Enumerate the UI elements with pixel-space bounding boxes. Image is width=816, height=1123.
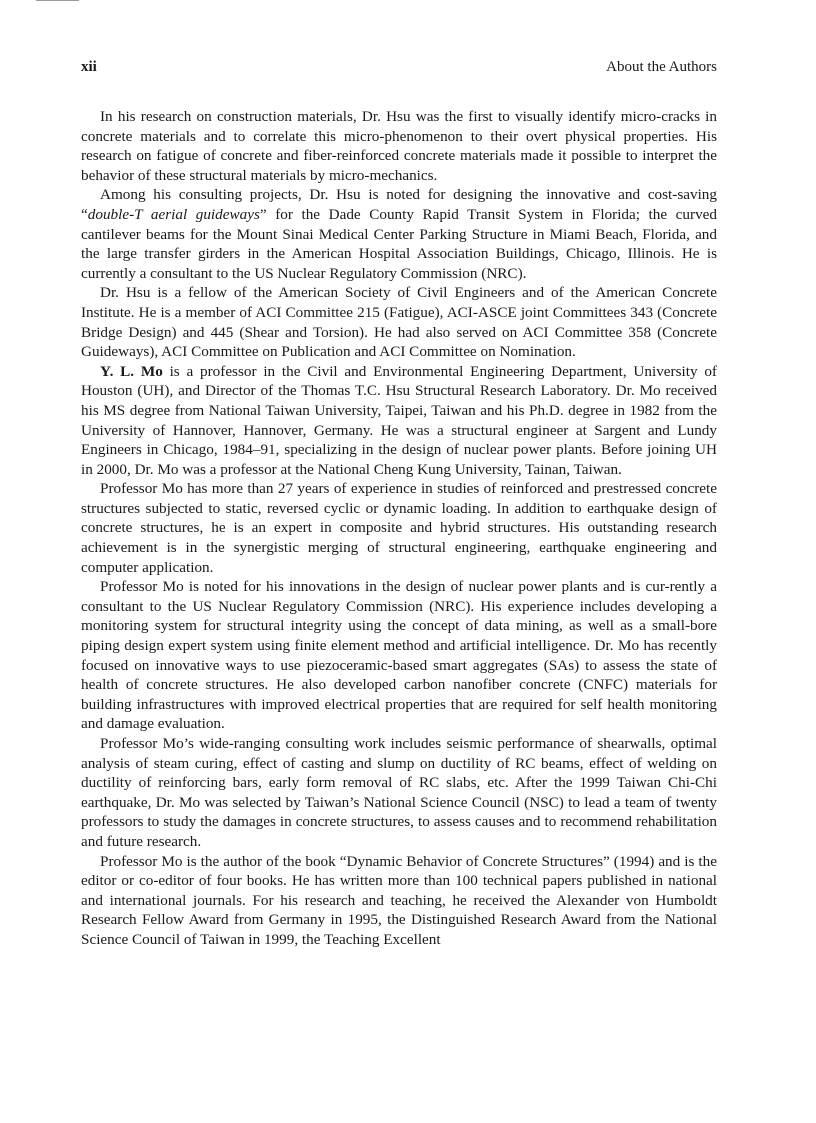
paragraph-hsu-memberships	[81, 283, 717, 361]
paragraph-text: Professor Mo has more than 27 years of experience in studies of reinforced and prestressed concrete structures subjected to static, reversed cyclic or dynamic loading. In addition to earthquake design of concrete structures, he is an expert in composite and hybrid structures. His outstanding research achievement is in the synergistic merging of structural engineering, earthquake engineering and computer application.	[81, 480, 717, 576]
paragraph-hsu-materials-research	[81, 107, 717, 185]
author-name: Y. L. Mo	[100, 362, 163, 380]
crop-mark	[36, 0, 79, 1]
paragraph-text: ” for the Dade County Rapid Transit System in Florida; the curved cantilever beams for the Mount Sinai Medical Center Parking Structure in Miami Beach, Florida, and the large transfer girders in the American Hospital Association Buildings, Chicago, Illinois. He is currently a consultant to the US Nuclear Regulatory Commission (NRC).	[81, 205, 717, 282]
paragraph-text: Dr. Hsu is a fellow of the American Society of Civil Engineers and of the American Concrete Institute. He is a member of ACI Committee 215 (Fatigue), ACI-ASCE joint Committees 343 (Concrete Bridge Design) and 445 (Shear and Torsion). He had also served on ACI Committee 358 (Concrete Guideways), ACI Committee on Publication and ACI Committee on Nomination.	[81, 284, 717, 361]
paragraph-hsu-consulting	[81, 185, 717, 283]
running-title: About the Authors	[606, 59, 717, 75]
paragraph-text: In his research on construction materials, Dr. Hsu was the first to visually identify micro-cracks in concrete materials and to correlate this micro-phenomenon to their overt physical properties. His research on fatigue of concrete and fiber-reinforced concrete materials made it possible to interpret the behavior of these structural materials by micro-mechanics.	[81, 108, 717, 184]
paragraph-mo-publications	[81, 852, 717, 950]
page-number: xii	[81, 59, 97, 75]
paragraph-mo-consulting	[81, 734, 717, 852]
paragraph-text: is a professor in the Civil and Environmental Engineering Department, University of Houston (UH), and Director of the Thomas T.C. Hsu Structural Research Laboratory. Dr. Mo received his MS degree from National Taiwan University, Taipei, Taiwan and his Ph.D. degree in 1982 from the University of Hannover, Hannover, Germany. He was a structural engineer at Sargent and Lundy Engineers in Chicago, 1984–91, specializing in the design of nuclear power plants. Before joining UH in 2000, Dr. Mo was a professor at the National Cheng Kung University, Tainan, Taiwan.	[81, 362, 717, 478]
paragraph-mo-bio	[81, 362, 717, 480]
paragraph-text: Among his consulting projects, Dr. Hsu is noted for designing the innovative and cost-saving “	[81, 186, 717, 223]
paragraph-mo-innovations	[81, 577, 717, 734]
paragraph-text: Professor Mo’s wide-ranging consulting work includes seismic performance of shearwalls, optimal analysis of steam curing, effect of casting and slump on ductility of RC beams, effect of welding on ductility of reinforcing bars, early form removal of RC slabs, etc. After the 1999 Taiwan Chi-Chi earthquake, Dr. Mo was selected by Taiwan’s National Science Council (NSC) to lead a team of twenty professors to study the damages in concrete structures, to assess causes and to recommend rehabilitation and future research.	[81, 735, 717, 850]
paragraph-text: Professor Mo is the author of the book “Dynamic Behavior of Concrete Structures” (1994) and is the editor or co-editor of four books. He has written more than 100 technical papers published in national and international journals. For his research and teaching, he received the Alexander von Humboldt Research Fellow Award from Germany in 1995, the Distinguished Research Award from the National Science Council of Taiwan in 1999, the Teaching Excellent	[81, 852, 717, 948]
running-head	[81, 57, 717, 77]
paragraph-mo-experience	[81, 479, 717, 577]
body-text	[81, 107, 717, 950]
emphasized-term: double-T aerial guideways	[87, 205, 260, 223]
paragraph-text: Professor Mo is noted for his innovations in the design of nuclear power plants and is cur-rently a consultant to the US Nuclear Regulatory Commission (NRC). His experience includes developing a monitoring system for structural integrity using the concept of data mining, as well as a small-bore piping design expert system using finite element method and artificial intelligence. Dr. Mo has recently focused on innovative ways to use piezoceramic-based smart aggregates (SAs) to assess the state of health of concrete structures. He also developed carbon nanofiber concrete (CNFC) materials for building infrastructures with improved electrical properties that are required for self health monitoring and damage evaluation.	[81, 578, 717, 733]
